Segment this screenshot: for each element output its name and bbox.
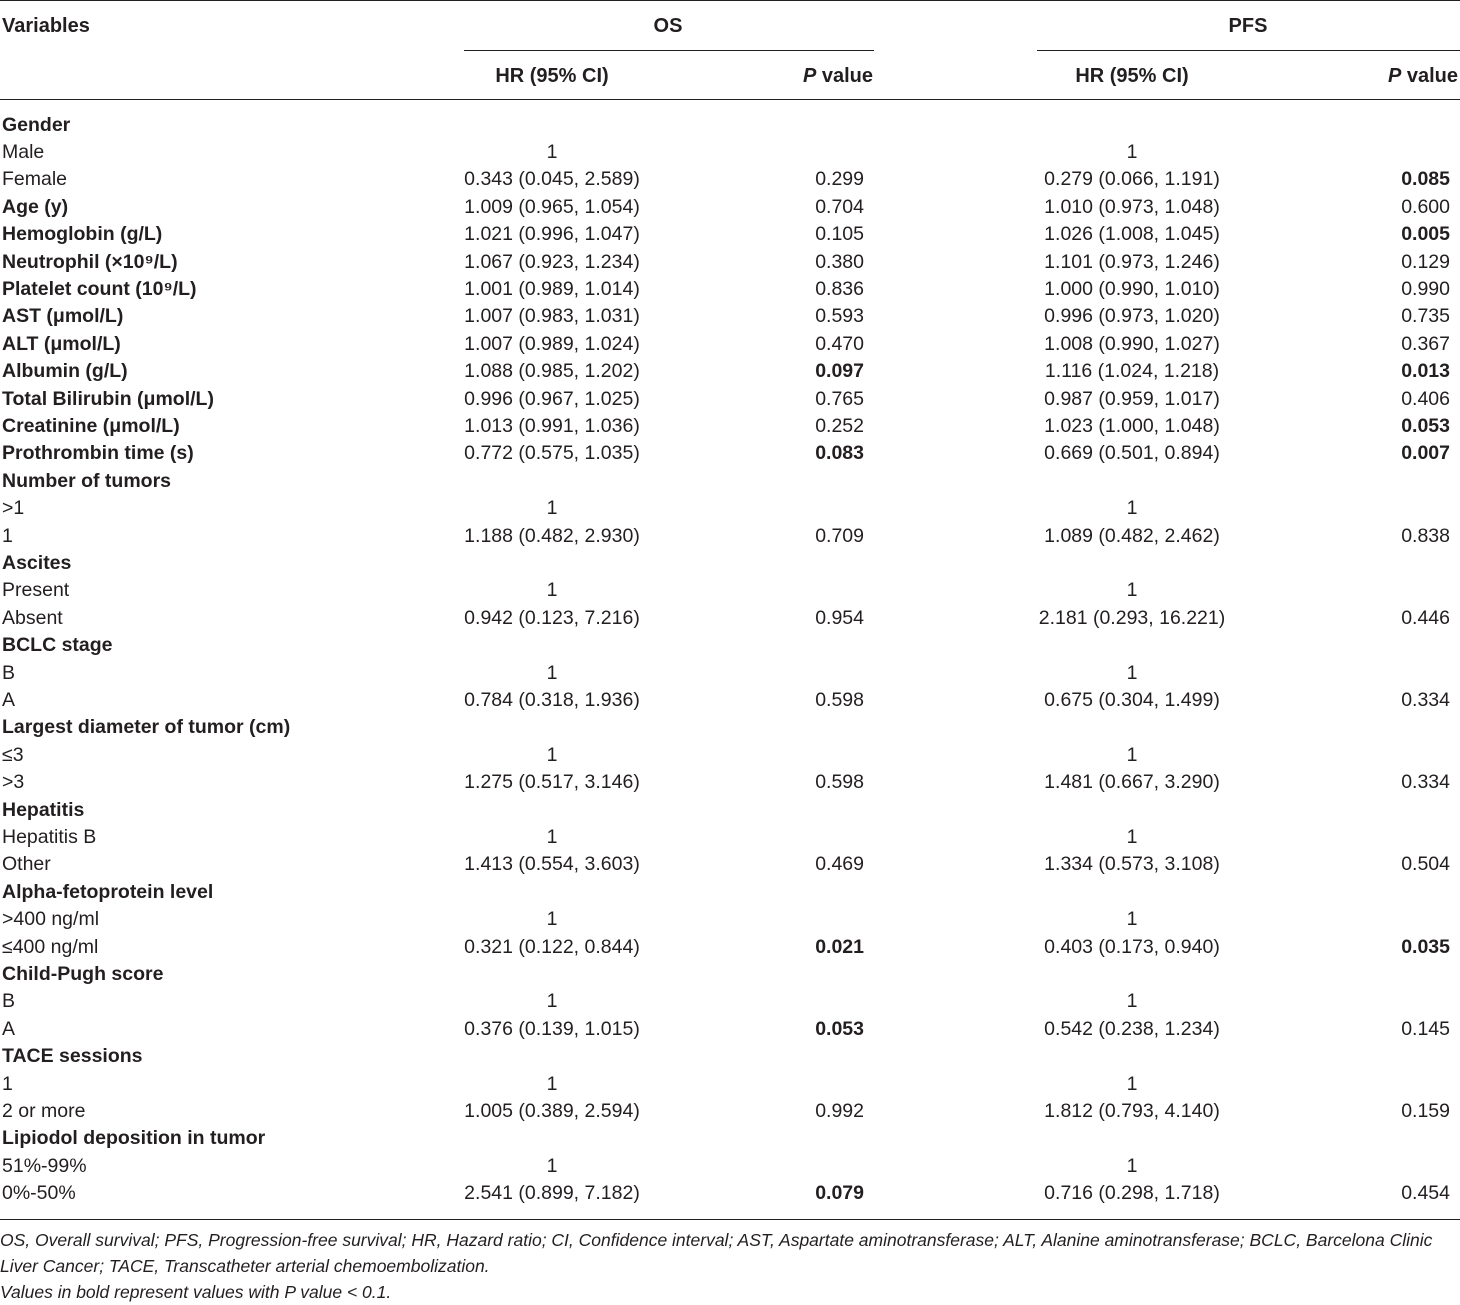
pfs-p-cell: 0.406 xyxy=(1401,387,1450,410)
pfs-hr-cell: 1.089 (0.482, 2.462) xyxy=(1044,524,1220,547)
pfs-p-cell: 0.085 xyxy=(1401,168,1450,191)
table-row xyxy=(0,221,1460,248)
table-row xyxy=(0,906,1460,933)
pfs-hr-cell: 1.334 (0.573, 3.108) xyxy=(1044,853,1220,876)
os-hr-cell: 1 xyxy=(546,579,558,602)
pfs-hr-cell: 1 xyxy=(1126,825,1138,848)
row-label: B xyxy=(2,661,16,684)
row-label: Total Bilirubin (μmol/L) xyxy=(2,387,214,410)
os-p-cell: 0.598 xyxy=(815,688,864,711)
bottom-rule xyxy=(0,1219,1460,1220)
os-p-cell: 0.954 xyxy=(815,606,864,629)
pfs-hr-cell: 1 xyxy=(1126,743,1138,766)
row-label: ≤3 xyxy=(2,743,24,766)
table-row xyxy=(0,413,1460,440)
table-row xyxy=(0,1043,1460,1070)
footnote-bold-note: Values in bold represent values with P value < 0.1. xyxy=(0,1282,392,1302)
os-hr-cell: 1.013 (0.991, 1.036) xyxy=(464,414,640,437)
row-label: Alpha-fetoprotein level xyxy=(2,880,214,903)
table-row xyxy=(0,769,1460,796)
os-p-cell: 0.765 xyxy=(815,387,864,410)
pfs-p-cell: 0.007 xyxy=(1401,442,1450,465)
pfs-group-rule xyxy=(1037,50,1460,51)
header-variables: Variables xyxy=(2,15,90,37)
pfs-p-cell: 0.035 xyxy=(1401,935,1450,958)
os-p-cell: 0.380 xyxy=(815,250,864,273)
table-row xyxy=(0,577,1460,604)
os-p-cell: 0.097 xyxy=(815,360,864,383)
os-p-cell: 0.299 xyxy=(815,168,864,191)
table-row xyxy=(0,632,1460,659)
pfs-hr-cell: 0.279 (0.066, 1.191) xyxy=(1044,168,1220,191)
row-label: 2 or more xyxy=(2,1099,86,1122)
row-label: TACE sessions xyxy=(2,1045,143,1068)
table-row xyxy=(0,879,1460,906)
row-label: 51%-99% xyxy=(2,1154,87,1177)
os-p-cell: 0.079 xyxy=(815,1182,864,1205)
os-hr-cell: 1.413 (0.554, 3.603) xyxy=(464,853,640,876)
os-hr-cell: 1.001 (0.989, 1.014) xyxy=(464,277,640,300)
table-row xyxy=(0,605,1460,632)
row-label: Child-Pugh score xyxy=(2,962,164,985)
pfs-hr-cell: 1 xyxy=(1126,579,1138,602)
row-label: >400 ng/ml xyxy=(2,908,100,931)
row-label: Ascites xyxy=(2,551,72,574)
table-row xyxy=(0,1098,1460,1125)
table-row xyxy=(0,1125,1460,1152)
row-label: >1 xyxy=(2,497,25,520)
footnote-abbreviations: OS, Overall survival; PFS, Progression-free survival; HR, Hazard ratio; CI, Confidence interval; AST, Aspartate aminotransferase; ALT, Alanine aminotransferase; BCLC, Barcelona Clinic Liver Cancer; TACE, Transcatheter arterial chemoembolization. xyxy=(0,1230,1433,1276)
os-hr-cell: 1 xyxy=(546,743,558,766)
os-p-cell: 0.053 xyxy=(815,1017,864,1040)
os-hr-cell: 1.007 (0.983, 1.031) xyxy=(464,305,640,328)
table-row xyxy=(0,797,1460,824)
os-hr-cell: 1 xyxy=(546,990,558,1013)
table-row xyxy=(0,1153,1460,1180)
pfs-hr-cell: 0.675 (0.304, 1.499) xyxy=(1044,688,1220,711)
pfs-hr-cell: 1.812 (0.793, 4.140) xyxy=(1044,1099,1220,1122)
os-hr-cell: 1 xyxy=(546,825,558,848)
row-label: Absent xyxy=(2,606,63,629)
header-os-p xyxy=(803,64,873,88)
os-hr-cell: 1.007 (0.989, 1.024) xyxy=(464,332,640,355)
row-label: Hepatitis B xyxy=(2,825,97,848)
pfs-hr-cell: 1 xyxy=(1126,990,1138,1013)
table-row xyxy=(0,742,1460,769)
os-hr-cell: 1.188 (0.482, 2.930) xyxy=(464,524,640,547)
row-label: Other xyxy=(2,853,51,876)
pfs-p-cell: 0.735 xyxy=(1401,305,1450,328)
row-label: Neutrophil (×10⁹/L) xyxy=(2,250,178,273)
pfs-hr-cell: 1 xyxy=(1126,1154,1138,1177)
top-rule xyxy=(0,0,1460,1)
os-group-rule xyxy=(464,50,874,51)
table-row xyxy=(0,166,1460,193)
os-hr-cell: 1.009 (0.965, 1.054) xyxy=(464,195,640,218)
table-row xyxy=(0,440,1460,467)
table-row xyxy=(0,303,1460,330)
table-row xyxy=(0,1016,1460,1043)
pfs-hr-cell: 0.987 (0.959, 1.017) xyxy=(1044,387,1220,410)
header-pfs-hr: HR (95% CI) xyxy=(1075,65,1189,87)
pfs-hr-cell: 0.716 (0.298, 1.718) xyxy=(1044,1182,1220,1205)
table-row xyxy=(0,934,1460,961)
table-row xyxy=(0,824,1460,851)
table-row xyxy=(0,139,1460,166)
table-row xyxy=(0,523,1460,550)
row-label: Prothrombin time (s) xyxy=(2,442,194,465)
row-label: Age (y) xyxy=(2,195,69,218)
os-p-cell: 0.704 xyxy=(815,195,864,218)
table-row xyxy=(0,386,1460,413)
pfs-hr-cell: 1.026 (1.008, 1.045) xyxy=(1044,223,1220,246)
pfs-p-cell: 0.053 xyxy=(1401,414,1450,437)
table-row xyxy=(0,249,1460,276)
pfs-hr-cell: 0.403 (0.173, 0.940) xyxy=(1044,935,1220,958)
pfs-hr-cell: 1 xyxy=(1126,497,1138,520)
pfs-p-cell: 0.334 xyxy=(1401,688,1450,711)
os-p-cell: 0.469 xyxy=(815,853,864,876)
table-row xyxy=(0,550,1460,577)
os-p-cell: 0.992 xyxy=(815,1099,864,1122)
header-pfs-p xyxy=(1388,64,1458,88)
row-label: Present xyxy=(2,579,70,602)
row-label: >3 xyxy=(2,771,25,794)
os-hr-cell: 0.942 (0.123, 7.216) xyxy=(464,606,640,629)
row-label: Hepatitis xyxy=(2,798,85,821)
row-label: A xyxy=(2,688,16,711)
table-footnote xyxy=(0,1227,1460,1305)
os-hr-cell: 1.275 (0.517, 3.146) xyxy=(464,771,640,794)
pfs-hr-cell: 1 xyxy=(1126,908,1138,931)
row-label: A xyxy=(2,1017,16,1040)
os-hr-cell: 1 xyxy=(546,661,558,684)
row-label: Gender xyxy=(2,113,71,136)
row-label: 1 xyxy=(2,1072,13,1095)
pfs-p-cell: 0.454 xyxy=(1401,1182,1450,1205)
os-hr-cell: 1 xyxy=(546,1072,558,1095)
os-hr-cell: 1.005 (0.389, 2.594) xyxy=(464,1099,640,1122)
pfs-hr-cell: 1 xyxy=(1126,1072,1138,1095)
os-hr-cell: 0.376 (0.139, 1.015) xyxy=(464,1017,640,1040)
table-row xyxy=(0,276,1460,303)
row-label: AST (μmol/L) xyxy=(2,305,124,328)
row-label: 0%-50% xyxy=(2,1182,76,1205)
pfs-p-cell: 0.600 xyxy=(1401,195,1450,218)
pfs-hr-cell: 0.996 (0.973, 1.020) xyxy=(1044,305,1220,328)
header-pfs-p-rest: value xyxy=(1401,65,1458,87)
pfs-hr-cell: 1 xyxy=(1126,661,1138,684)
pfs-p-cell: 0.005 xyxy=(1401,223,1450,246)
os-p-cell: 0.083 xyxy=(815,442,864,465)
table-row xyxy=(0,112,1460,139)
pfs-p-cell: 0.838 xyxy=(1401,524,1450,547)
header-bottom-rule xyxy=(0,99,1460,100)
row-label: Largest diameter of tumor (cm) xyxy=(2,716,291,739)
pfs-p-cell: 0.013 xyxy=(1401,360,1450,383)
row-label: Male xyxy=(2,140,45,163)
pfs-p-cell: 0.129 xyxy=(1401,250,1450,273)
os-hr-cell: 0.996 (0.967, 1.025) xyxy=(464,387,640,410)
os-hr-cell: 1 xyxy=(546,497,558,520)
row-label: ALT (μmol/L) xyxy=(2,332,121,355)
table-row xyxy=(0,687,1460,714)
os-p-cell: 0.593 xyxy=(815,305,864,328)
os-p-cell: 0.105 xyxy=(815,223,864,246)
os-hr-cell: 0.321 (0.122, 0.844) xyxy=(464,935,640,958)
table-row xyxy=(0,660,1460,687)
table-row xyxy=(0,358,1460,385)
pfs-hr-cell: 1.010 (0.973, 1.048) xyxy=(1044,195,1220,218)
table-row xyxy=(0,1071,1460,1098)
pfs-p-cell: 0.334 xyxy=(1401,771,1450,794)
os-hr-cell: 0.772 (0.575, 1.035) xyxy=(464,442,640,465)
os-hr-cell: 1 xyxy=(546,1154,558,1177)
row-label: 1 xyxy=(2,524,13,547)
os-hr-cell: 1 xyxy=(546,140,558,163)
os-p-cell: 0.470 xyxy=(815,332,864,355)
table-row xyxy=(0,194,1460,221)
os-p-cell: 0.252 xyxy=(815,414,864,437)
os-p-cell: 0.598 xyxy=(815,771,864,794)
pfs-hr-cell: 1.023 (1.000, 1.048) xyxy=(1044,414,1220,437)
pfs-p-cell: 0.367 xyxy=(1401,332,1450,355)
row-label: Female xyxy=(2,168,68,191)
pfs-p-cell: 0.446 xyxy=(1401,606,1450,629)
pfs-p-cell: 0.990 xyxy=(1401,277,1450,300)
pfs-p-cell: 0.145 xyxy=(1401,1017,1450,1040)
header-os-p-rest: value xyxy=(816,65,873,87)
table-row xyxy=(0,988,1460,1015)
header-os-p-italic: P xyxy=(802,65,817,87)
pfs-hr-cell: 1.000 (0.990, 1.010) xyxy=(1044,277,1220,300)
pfs-hr-cell: 2.181 (0.293, 16.221) xyxy=(1038,606,1226,629)
header-pfs-p-italic: P xyxy=(1387,65,1402,87)
row-label: Albumin (g/L) xyxy=(2,360,128,383)
row-label: Creatinine (μmol/L) xyxy=(2,414,180,437)
pfs-hr-cell: 0.542 (0.238, 1.234) xyxy=(1044,1017,1220,1040)
row-label: B xyxy=(2,990,16,1013)
os-hr-cell: 0.784 (0.318, 1.936) xyxy=(464,688,640,711)
row-label: ≤400 ng/ml xyxy=(2,935,99,958)
pfs-hr-cell: 1.008 (0.990, 1.027) xyxy=(1044,332,1220,355)
os-hr-cell: 1.088 (0.985, 1.202) xyxy=(464,360,640,383)
header-os: OS xyxy=(653,15,683,37)
pfs-hr-cell: 0.669 (0.501, 0.894) xyxy=(1044,442,1220,465)
os-hr-cell: 1.021 (0.996, 1.047) xyxy=(464,223,640,246)
os-p-cell: 0.021 xyxy=(815,935,864,958)
pfs-hr-cell: 1 xyxy=(1126,140,1138,163)
row-label: Platelet count (10⁹/L) xyxy=(2,277,197,300)
table-row xyxy=(0,331,1460,358)
os-hr-cell: 1.067 (0.923, 1.234) xyxy=(464,250,640,273)
os-p-cell: 0.709 xyxy=(815,524,864,547)
table-row xyxy=(0,1180,1460,1207)
pfs-hr-cell: 1.101 (0.973, 1.246) xyxy=(1044,250,1220,273)
pfs-p-cell: 0.159 xyxy=(1401,1099,1450,1122)
table-row xyxy=(0,961,1460,988)
row-label: Hemoglobin (g/L) xyxy=(2,223,163,246)
row-label: Lipiodol deposition in tumor xyxy=(2,1127,266,1150)
header-pfs: PFS xyxy=(1228,15,1268,37)
header-os-hr: HR (95% CI) xyxy=(495,65,609,87)
pfs-p-cell: 0.504 xyxy=(1401,853,1450,876)
table-row xyxy=(0,851,1460,878)
table-row xyxy=(0,468,1460,495)
os-hr-cell: 0.343 (0.045, 2.589) xyxy=(464,168,640,191)
pfs-hr-cell: 1.116 (1.024, 1.218) xyxy=(1044,360,1220,383)
os-hr-cell: 2.541 (0.899, 7.182) xyxy=(464,1182,640,1205)
pfs-hr-cell: 1.481 (0.667, 3.290) xyxy=(1044,771,1220,794)
table-row xyxy=(0,714,1460,741)
row-label: BCLC stage xyxy=(2,634,113,657)
os-hr-cell: 1 xyxy=(546,908,558,931)
table-row xyxy=(0,495,1460,522)
row-label: Number of tumors xyxy=(2,469,172,492)
os-p-cell: 0.836 xyxy=(815,277,864,300)
